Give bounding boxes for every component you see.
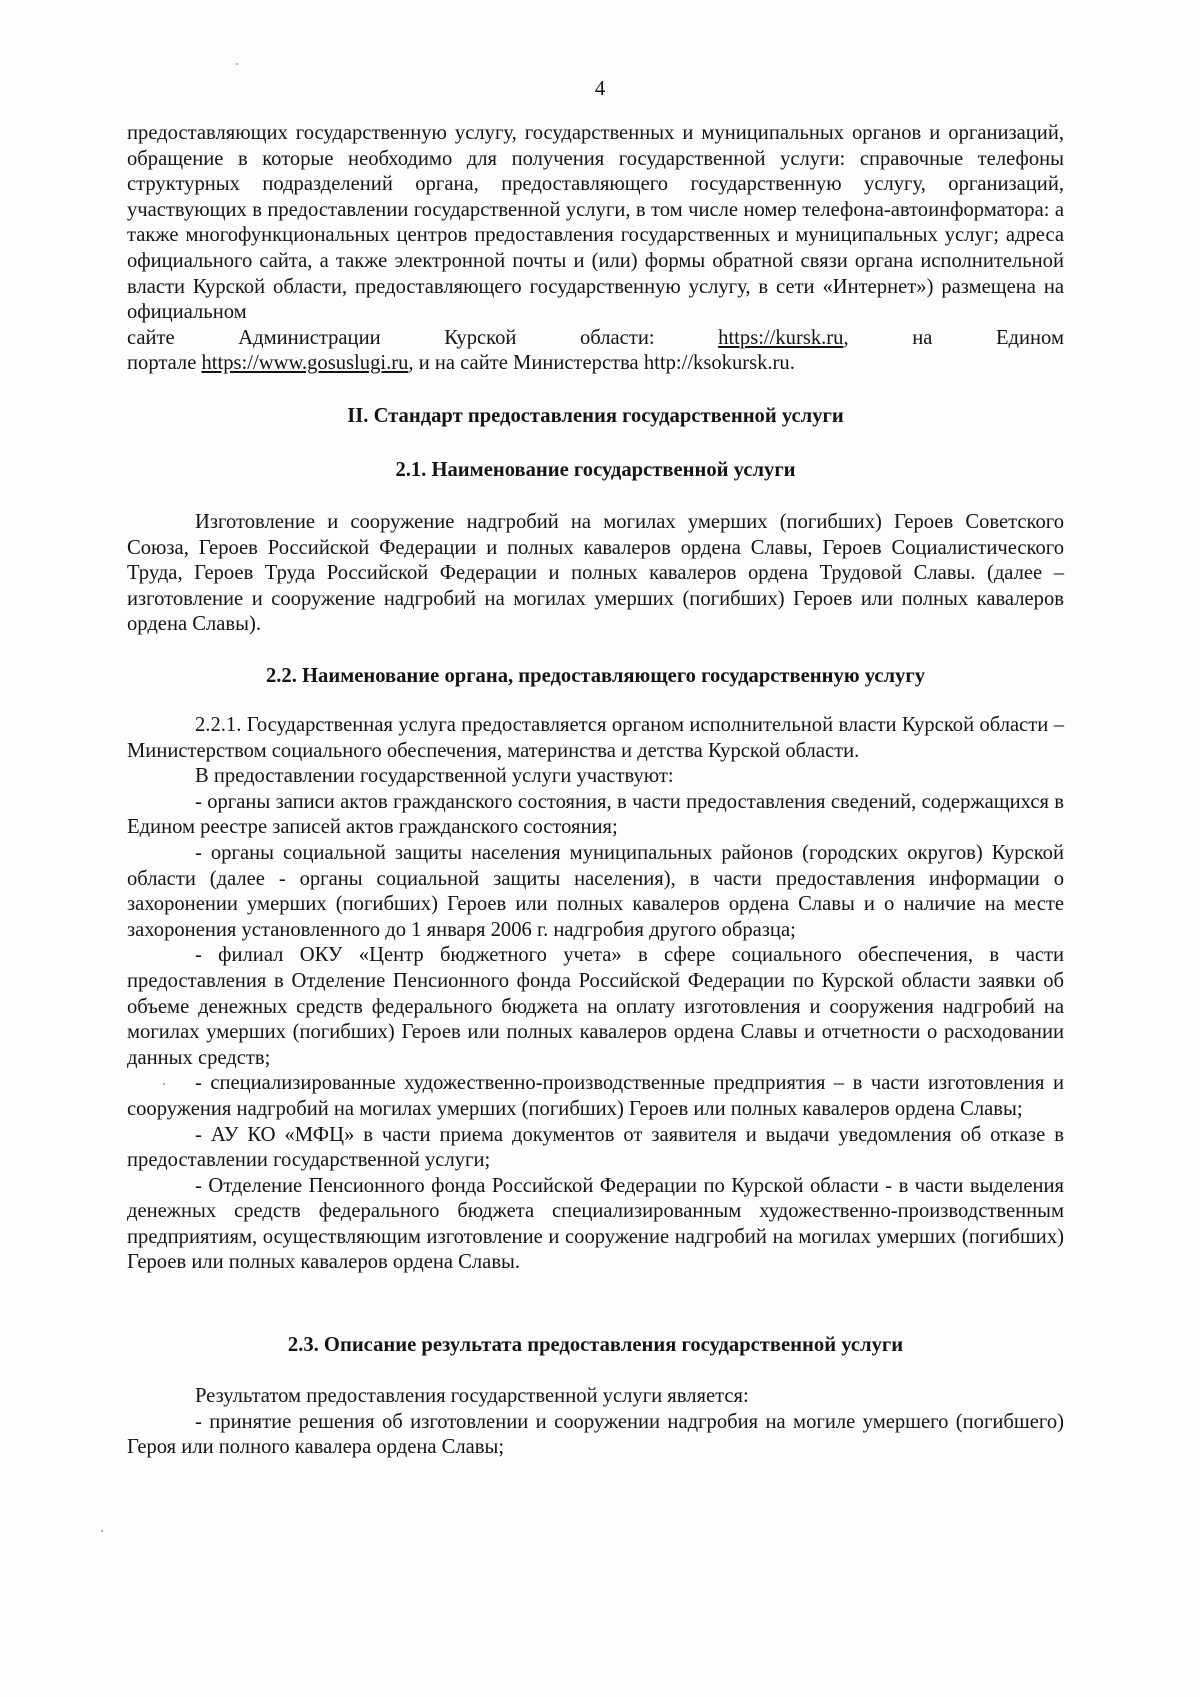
paragraph-2-2-1: 2.2.1. Государственная услуга предоставляется органом исполнительной власти Курской области – Министерством социального обеспечения, материнства и детства Курской области. xyxy=(127,714,1064,762)
intro-line-sites xyxy=(127,326,1064,352)
participant-item: - органы социальной защиты населения муниципальных районов (городских округов) Курской области (далее - органы социальной защиты населения), в части предоставления информации о захоронении умерших (погибших) Героев или полных кавалеров ордена Славы и о наличие на месте захоронения установленного до 1 января 2006 г. надгробия другого образца; xyxy=(127,841,1064,941)
scan-speck xyxy=(236,63,238,65)
intro-site-text: сайте Администрации Курской области: xyxy=(127,326,655,349)
result-item: - принятие решения об изготовлении и сооружении надгробия на могиле умершего (погибшего) Героя или полного кавалера ордена Славы; xyxy=(127,1410,1064,1459)
kursk-link[interactable]: https://kursk.ru xyxy=(718,326,844,349)
intro-paragraph: предоставляющих государственную услугу, государственных и муниципальных органов и организаций, обращение в которые необходимо для получения государственной услуги: справочные телефоны структурных подразделений органа, предоставляющего государственную услугу, организаций, участвующих в предоставлении государственной услуги, в том числе номер телефона-автоинформатора: а также многофункциональных центров предоставления государственных и муниципальных услуг; адреса официального сайта, а также электронной почты и (или) формы обратной связи органа исполнительной власти Курской области, предоставляющего государственную услугу, в сети «Интернет») размещена на официальном xyxy=(127,122,1064,324)
service-name-paragraph: Изготовление и сооружение надгробий на могилах умерших (погибших) Героев Советского Союза, Героев Российской Федерации и полных кавалеров ордена Славы, Героев Социалистического Труда, Героев Труда Российской Федерации и полных кавалеров ордена Трудовой Славы. (далее – изготовление и сооружение надгробий на могилах умерших (погибших) Героев или полных кавалеров ордена Славы). xyxy=(127,511,1064,636)
section-2-heading: II. Стандарт предоставления государственной услуги xyxy=(347,405,844,427)
result-intro: Результатом предоставления государственной услуги является: xyxy=(195,1385,749,1407)
page-number: 4 xyxy=(594,76,606,100)
intro-line-portal xyxy=(127,351,1064,377)
subsection-2-2-heading: 2.2. Наименование органа, предоставляющего государственную услугу xyxy=(265,665,926,687)
participant-item: - органы записи актов гражданского состояния, в части предоставления сведений, содержащихся в Едином реестре записей актов гражданского состояния; xyxy=(127,790,1064,839)
gosuslugi-link[interactable]: https://www.gosuslugi.ru xyxy=(201,352,409,375)
intro-portal-text-2: , и на сайте Министерства http://ksokursk.ru. xyxy=(408,352,795,375)
subsection-2-1-heading: 2.1. Наименование государственной услуги xyxy=(395,459,796,481)
participant-item: - Отделение Пенсионного фонда Российской Федерации по Курской области - в части выделения денежных средств федерального бюджета специализированным художественно-производственным предприятиям, осуществляющим изготовление и сооружение надгробий на могилах умерших (погибших) Героев или полных кавалеров ордена Славы. xyxy=(127,1174,1064,1274)
intro-section xyxy=(127,121,1064,377)
subsection-2-1-body xyxy=(127,510,1064,638)
participant-item: - АУ КО «МФЦ» в части приема документов от заявителя и выдачи уведомления об отказе в предоставлении государственной услуги; xyxy=(127,1123,1064,1172)
scan-speck xyxy=(163,1083,165,1085)
participants-intro: В предоставлении государственной услуги участвуют: xyxy=(195,765,674,788)
scan-speck xyxy=(101,1530,103,1532)
intro-portal-text: портале xyxy=(127,352,202,375)
participant-item: - филиал ОКУ «Центр бюджетного учета» в сфере социального обеспечения, в части предоставления в Отделение Пенсионного фонда Российской Федерации по Курской области заявки об объеме денежных средств федерального бюджета на оплату изготовления и сооружения надгробий на могилах умерших (погибших) Героев или полных кавалеров ордена Славы и отчетности о расходовании данных средств; xyxy=(127,944,1064,1069)
subsection-2-3-body xyxy=(127,1384,1064,1461)
participant-item: - специализированные художественно-производственные предприятия – в части изготовления и сооружения надгробий на могилах умерших (погибших) Героев или полных кавалеров ордена Славы; xyxy=(127,1072,1064,1120)
subsection-2-3-heading: 2.3. Описание результата предоставления государственной услуги xyxy=(287,1334,904,1356)
subsection-2-2-body xyxy=(127,713,1064,1276)
intro-site-text-2: , на Едином xyxy=(843,326,1064,349)
